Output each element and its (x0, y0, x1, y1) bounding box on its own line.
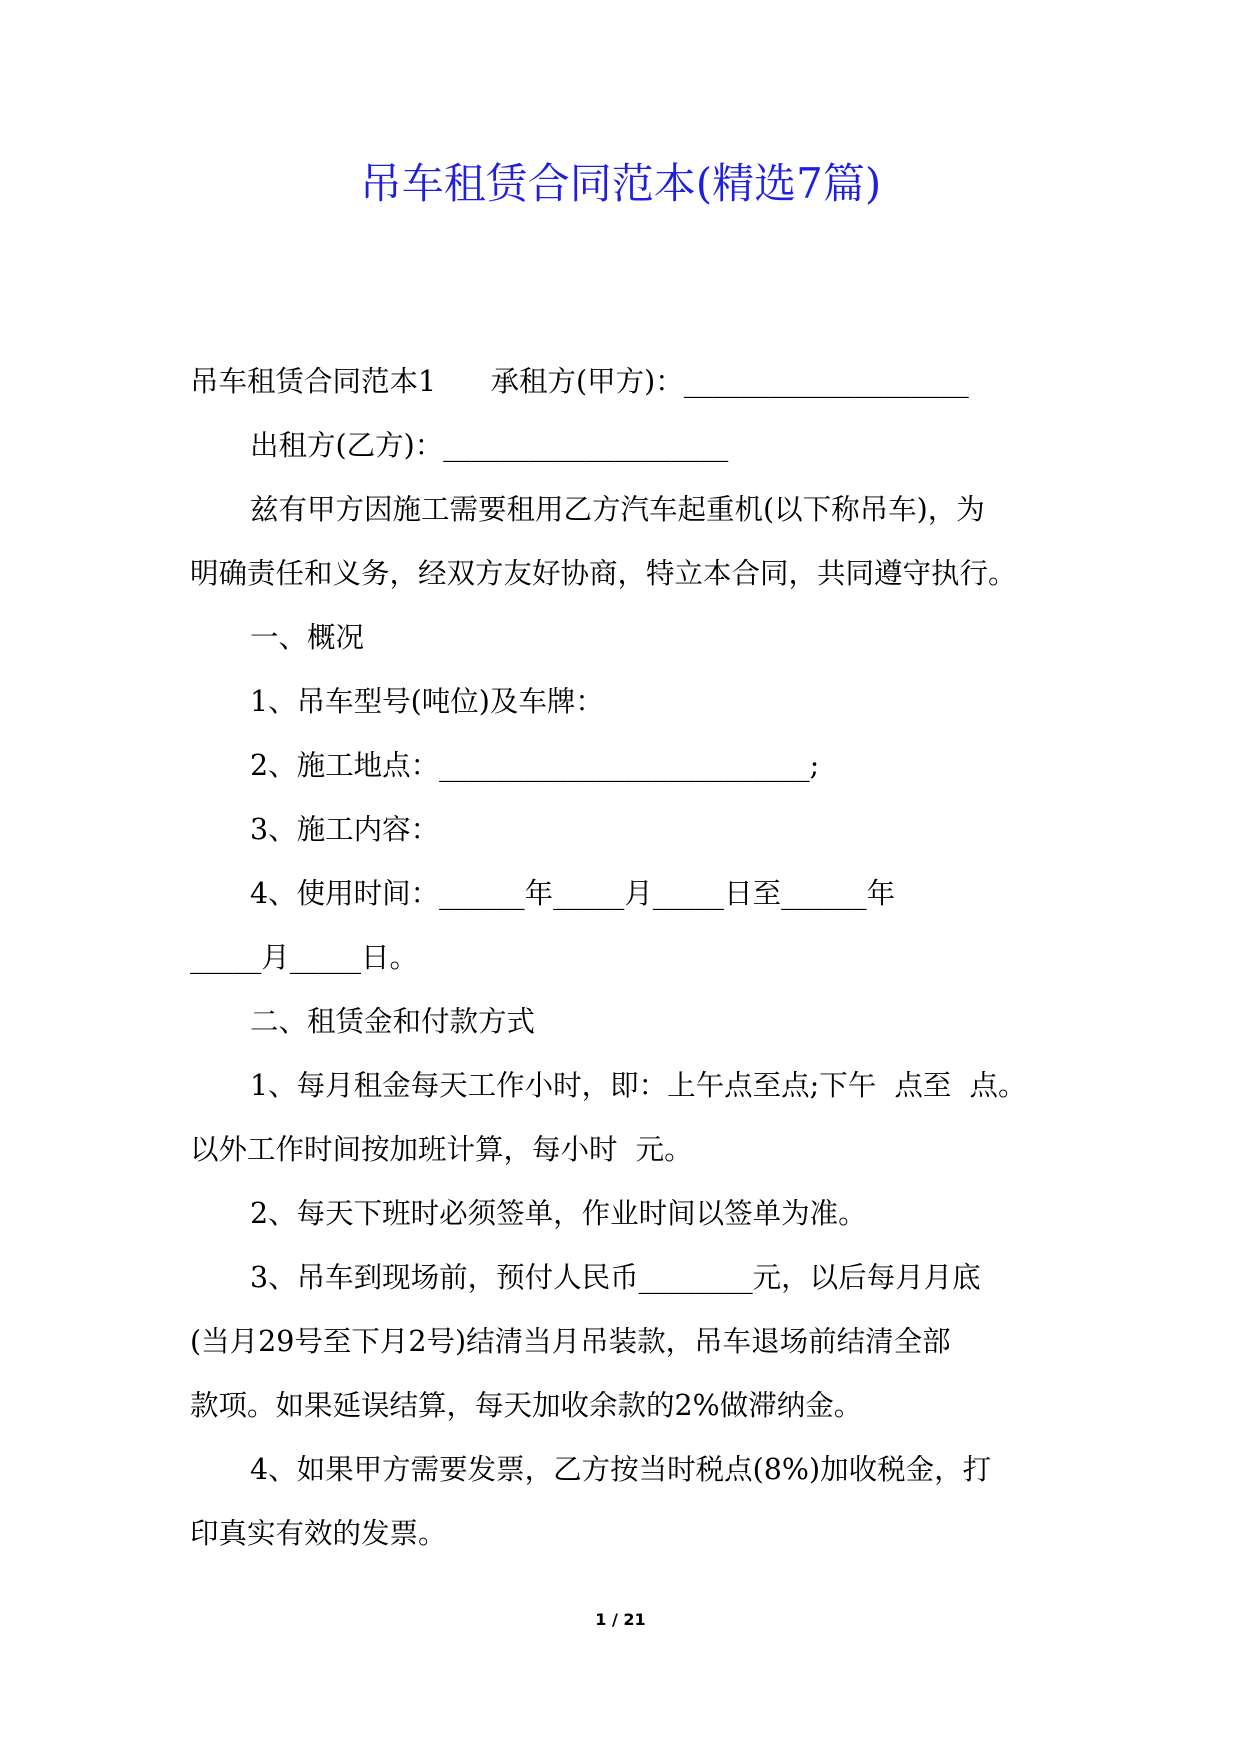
body-line: _____月_____日。 (190, 941, 419, 974)
body-line: 4、使用时间：______年_____月_____日至______年 (250, 877, 896, 910)
body-line: (当月29号至下月2号)结清当月吊装款，吊车退场前结清全部 (190, 1325, 951, 1358)
body-line: 1、每月租金每天工作小时，即：上午点至点;下午 点至 点。 (250, 1069, 1027, 1102)
body-line: 3、吊车到现场前，预付人民币________元，以后每月月底 (250, 1261, 981, 1294)
body-line: 以外工作时间按加班计算，每小时 元。 (190, 1133, 693, 1166)
section-heading: 二、租赁金和付款方式 (250, 1005, 536, 1038)
document-title: 吊车租赁合同范本(精选7篇) (359, 159, 882, 208)
body-line: 兹有甲方因施工需要租用乙方汽车起重机(以下称吊车)，为 (250, 493, 985, 526)
page-number: 1 / 21 (595, 1610, 646, 1629)
body-line: 款项。如果延误结算，每天加收余款的2%做滞纳金。 (190, 1389, 863, 1422)
document-body (190, 350, 1052, 1566)
body-line: 1、吊车型号(吨位)及车牌： (250, 685, 604, 718)
body-line: 明确责任和义务，经双方友好协商，特立本合同，共同遵守执行。 (190, 557, 1017, 590)
body-line: 2、每天下班时必须签单，作业时间以签单为准。 (250, 1197, 867, 1230)
body-line: 吊车租赁合同范本1 承租方(甲方)：____________________ (190, 365, 969, 398)
section-heading: 一、概况 (250, 621, 365, 654)
body-line: 印真实有效的发票。 (190, 1517, 447, 1550)
body-line: 4、如果甲方需要发票，乙方按当时税点(8%)加收税金，打 (250, 1453, 992, 1486)
body-line: 出租方(乙方)：____________________ (250, 429, 729, 462)
body-line: 3、施工内容： (250, 813, 440, 846)
body-line: 2、施工地点：__________________________; (250, 749, 820, 782)
